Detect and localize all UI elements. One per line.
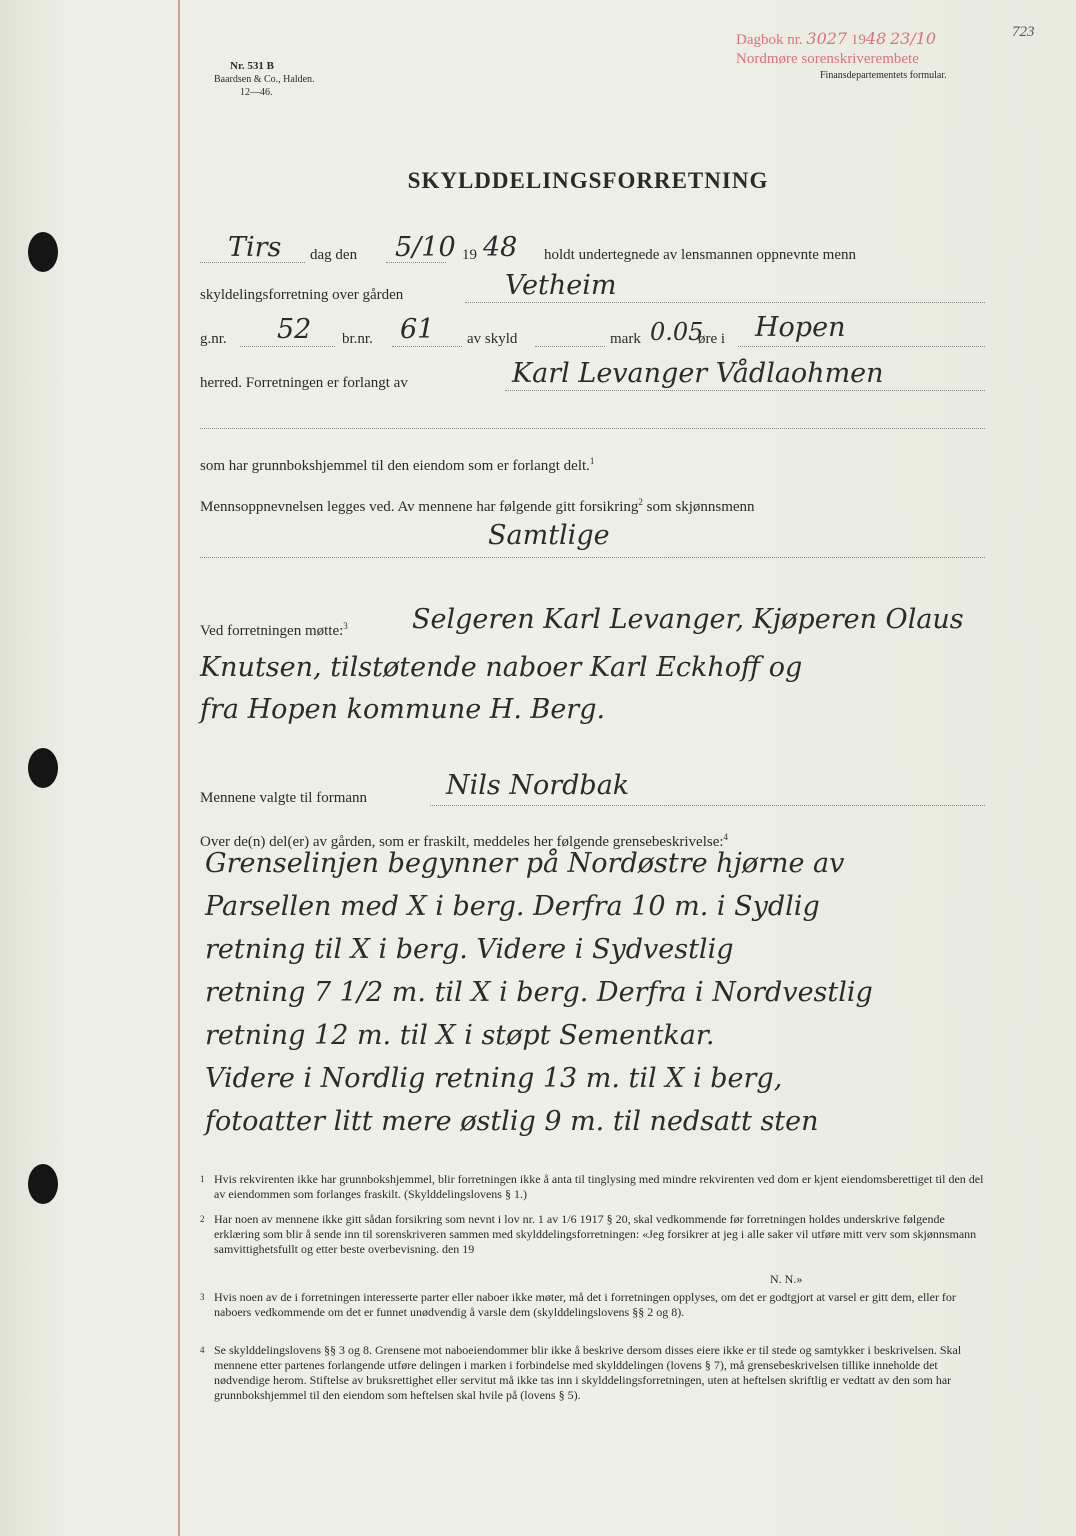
grunnbok-label: som har grunnbokshjemmel til den eiendom som er forlangt delt.$^1$	[200, 456, 595, 474]
margin-line	[178, 0, 180, 1536]
mote-handwritten-3: fra Hopen kommune H. Berg.	[200, 694, 606, 725]
year-handwritten: 48	[483, 232, 518, 263]
day-label: dag den	[310, 247, 358, 263]
requested-label: herred. Forretningen er forlangt av	[200, 375, 408, 391]
grense-line-4: retning 7 1/2 m. til X i berg. Derfra i Nordvestlig	[205, 977, 873, 1008]
menn-label: Mennsoppnevnelsen legges ved. Av mennene har følgende gitt forsikring$^2$ som skjønnsmenn	[200, 497, 755, 515]
ministry-form: Finansdepartementets formular.	[820, 70, 947, 81]
page-number: 723	[1012, 24, 1035, 40]
footnote-2: 2 Har noen av mennene ikke gitt sådan forsikring som nevnt i lov nr. 1 av 1/6 1917 § 20, skal vedkommende før forretningen holdes underskrive følgende erklæring som blir å sende inn til sorenskriveren sammen med skylddelingsforretningen: «Jeg forsikrer at jeg i alle saker vil utføre mitt verv som skjønnsmann samvittighetsfullt og etter beste overbevisning. den 19	[200, 1212, 977, 1256]
grense-line-5: retning 12 m. til X i støpt Sementkar.	[205, 1020, 715, 1051]
document-title: SKYLDDELINGSFORRETNING	[407, 168, 769, 193]
farm-label: skyldelingsforretning over gården	[200, 287, 404, 303]
stamp-office: Nordmøre sorenskriverembete	[736, 51, 919, 67]
printer-name: Baardsen & Co., Halden.	[214, 74, 315, 85]
punch-hole	[28, 1164, 58, 1204]
ore-label: øre i	[698, 331, 726, 347]
grense-line-1: Grenselinjen begynner på Nordøstre hjørne av	[205, 848, 845, 879]
mark-handwritten: 0.05	[650, 318, 704, 346]
year-printed: 19	[462, 247, 477, 263]
mark-label: mark	[610, 331, 641, 347]
gnr-label: g.nr.	[200, 331, 227, 347]
print-date: 12—46.	[240, 87, 273, 98]
grense-label: Over de(n) del(er) av gården, som er fraskilt, meddeles her følgende grensebeskrivelse:$^4$	[200, 832, 729, 850]
grense-line-6: Videre i Nordlig retning 13 m. til X i berg,	[205, 1063, 783, 1094]
grense-line-7: fotoatter litt mere østlig 9 m. til nedsatt sten	[205, 1106, 819, 1137]
stamp-date: 23/10	[890, 29, 937, 48]
stamp-year: 48	[865, 29, 887, 48]
signature-placeholder: N. N.»	[770, 1272, 803, 1286]
punch-hole	[28, 232, 58, 272]
brnr-label: br.nr.	[342, 331, 373, 347]
farm-handwritten: Vetheim	[505, 270, 617, 301]
formann-label: Mennene valgte til formann	[200, 790, 368, 806]
intro-text: holdt undertegnede av lensmannen oppnevnte menn	[544, 247, 856, 263]
diary-stamp	[736, 30, 936, 49]
gnr-handwritten: 52	[277, 314, 312, 345]
form-number: Nr. 531 B	[230, 60, 274, 72]
grense-line-2: Parsellen med X i berg. Derfra 10 m. i Sydlig	[205, 891, 820, 922]
mote-handwritten-1: Selgeren Karl Levanger, Kjøperen Olaus	[412, 604, 964, 635]
brnr-handwritten: 61	[400, 314, 435, 345]
skyld-label: av skyld	[467, 331, 518, 347]
grense-line-3: retning til X i berg. Videre i Sydvestlig	[205, 934, 734, 965]
stamp-year-prefix: 19	[850, 32, 866, 48]
footnote-3: 3 Hvis noen av de i forretningen interesserte parter eller naboer ikke møter, må det i forretningen opplyses, om det er godtgjort at varsel er gitt dem, eller for naboers vedkommende om det er funnet unødvendig å varsle dem (skylddelingslovens §§ 2 og 8).	[200, 1290, 956, 1319]
punch-hole	[28, 748, 58, 788]
menn-handwritten: Samtlige	[488, 520, 610, 551]
day-handwritten: Tirs	[228, 232, 282, 263]
stamp-number: 3027	[806, 29, 848, 48]
formann-handwritten: Nils Nordbak	[446, 770, 630, 801]
mote-label: Ved forretningen møtte:$^3$	[200, 621, 348, 639]
requested-handwritten: Karl Levanger Vådlaohmen	[512, 358, 884, 389]
mote-handwritten-2: Knutsen, tilstøtende naboer Karl Eckhoff og	[200, 652, 803, 683]
herred-handwritten: Hopen	[755, 312, 846, 343]
stamp-label: Dagbok nr.	[736, 32, 803, 48]
footnote-4: 4 Se skylddelingslovens §§ 3 og 8. Grensene mot naboeiendommer blir ikke å beskrive dersom disses eiere ikke er til stede og samtykker i beskrivelsen. Skal mennene etter partenes forlangende utføre delingen i marken i forbindelse med skylddelingen (lovens § 7), må grensebeskrivelsen tillike inneholde det nødvendige herom. Stiftelse av bruksrettighet eller servitut må ikke tas inn i skylddelingsforretningen, uten at heftelsen skriftlig er vedtatt av den som har grunnbokshjemmel til den eiendom som heftelsen skal hvile på (lovens § 5).	[200, 1343, 962, 1402]
footnote-1: 1 Hvis rekvirenten ikke har grunnbokshjemmel, blir forretningen ikke å anta til tinglysing med mindre rekvirenten ved dom er kjent eiendomsberettiget til den del av eiendommen som forlanges fraskilt. (Skylddelingslovens § 1.)	[200, 1172, 984, 1201]
date-handwritten: 5/10	[395, 232, 456, 263]
